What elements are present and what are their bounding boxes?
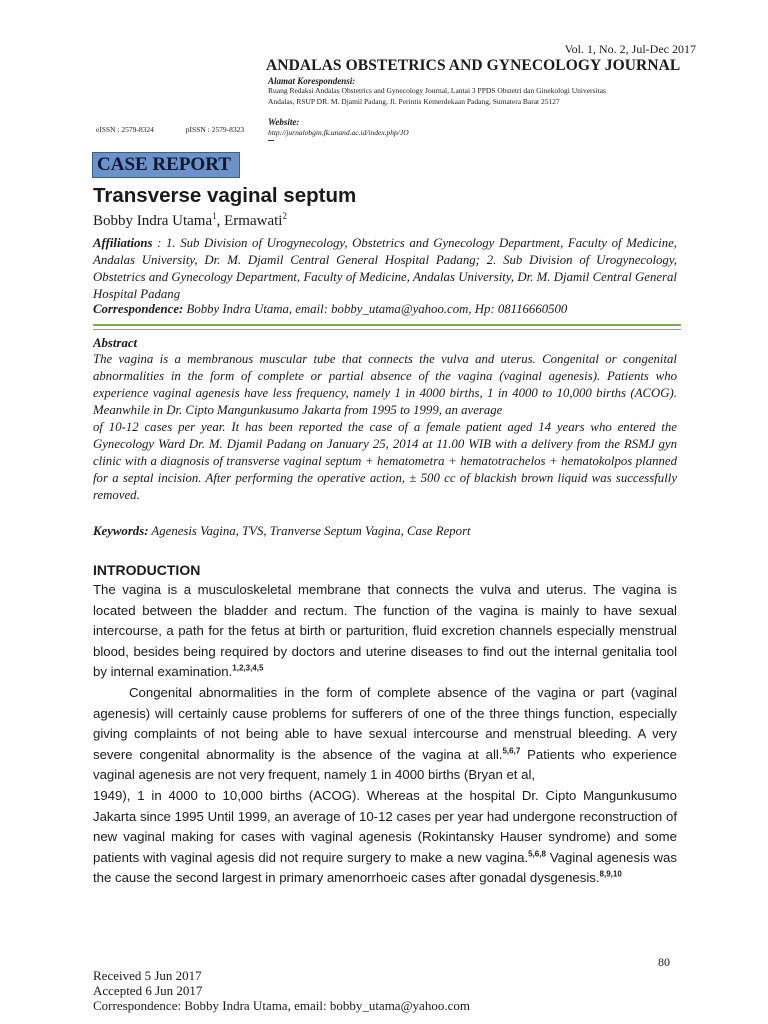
citation-ref: 1,2,3,4,5 <box>232 663 264 673</box>
introduction-heading: INTRODUCTION <box>93 562 201 578</box>
website-underline <box>268 140 274 141</box>
citation-ref: 8,9,10 <box>599 869 622 879</box>
author-separator: , <box>216 213 225 229</box>
body-paragraph <box>93 580 677 683</box>
issn-block <box>96 125 274 134</box>
body-paragraph <box>93 683 677 786</box>
journal-title: ANDALAS OBSTETRICS AND GYNECOLOGY JOURNAL <box>266 57 681 74</box>
footer-correspondence: Correspondence: Bobby Indra Utama, email: bobby_utama@yahoo.com <box>93 998 470 1013</box>
introduction-body <box>93 580 677 889</box>
accepted-date: Accepted 6 Jun 2017 <box>93 983 203 998</box>
keywords <box>93 524 677 539</box>
citation-ref: 5,6,8 <box>528 849 546 859</box>
received-date: Received 5 Jun 2017 <box>93 968 202 983</box>
article-title: Transverse vaginal septum <box>93 184 357 207</box>
paragraph-text: Patients who experience vaginal agenesis are not very frequent, namely 1 in 4000 births (Bryan et al, <box>93 746 677 783</box>
author-affiliation-mark: 1 <box>212 211 217 221</box>
address-label: Alamat Korespondensi: <box>268 76 356 86</box>
abstract-paragraph: The vagina is a membranous muscular tube that connects the vulva and uterus. Congenital or congenital abnormalities in the form of complete or partial absence of the vagina (vaginal agenesis). Patients who experience vaginal agenesis have less frequency, namely 1 in 4000 births, 1 in 4000 to 10,000 births (ACOG). Meanwhile in Dr. Cipto Mangunkusumo Jakarta from 1995 to 1999, an average <box>93 352 677 417</box>
abstract-paragraph: of 10-12 cases per year. It has been reported the case of a female patient aged 14 years who entered the Gynecology Ward Dr. M. Djamil Padang on January 25, 2014 at 11.00 WIB with a delivery from the RSMJ gyn clinic with a diagnosis of transverse vaginal septum + hematometra + hematotrachelos + hematokolpos planned for a septal incision. After performing the operative action, ± 500 cc of blackish brown liquid was successfully removed. <box>93 420 677 502</box>
abstract-body <box>93 351 677 504</box>
correspondence <box>93 302 677 317</box>
correspondence-text: Bobby Indra Utama, email: bobby_utama@yahoo.com, Hp: 08116660500 <box>183 302 568 316</box>
website-label: Website: <box>268 117 300 127</box>
keywords-label: Keywords: <box>93 524 149 538</box>
citation-ref: 5,6,7 <box>502 746 521 756</box>
author-list <box>93 211 287 230</box>
author-name: Ermawati <box>224 213 283 229</box>
volume-info: Vol. 1, No. 2, Jul-Dec 2017 <box>564 42 696 56</box>
affiliations <box>93 235 677 303</box>
page-number: 80 <box>658 955 670 969</box>
affiliations-label: Affiliations <box>93 236 153 250</box>
author-affiliation-mark: 2 <box>282 211 287 221</box>
keywords-text: Agenesis Vagina, TVS, Tranverse Septum Vagina, Case Report <box>148 524 471 538</box>
address-line-2: Andalas, RSUP DR. M. Djamil Padang, Jl. Perintis Kemerdekaan Padang, Sumatera Barat 25127 <box>268 96 560 106</box>
paragraph-text: The vagina is a musculoskeletal membrane that connects the vulva and uterus. The vagina is located between the bladder and rectum. The function of the vagina is mainly to have sexual intercourse, a path for the fetus at birth or parturition, fluid excretion channels especially menstrual blood, besides being required by doctors and uterine diseases to find out the internal genitalia tool by internal examination. <box>93 582 677 680</box>
correspondence-label: Correspondence: <box>93 302 184 316</box>
body-paragraph <box>93 786 677 889</box>
section-label: CASE REPORT <box>97 154 231 175</box>
website-link[interactable]: http://jurnalobgin.fk.unand.ac.id/index.php/JO <box>268 128 409 137</box>
address-line-1: Ruang Redaksi Andalas Obstetrics and Gynecology Journal, Lantai 3 PPDS Obstetri dan Ginekologi Universitas <box>268 86 606 95</box>
author-name: Bobby Indra Utama <box>93 213 213 229</box>
paragraph-text: Congenital abnormalities in the form of complete absence of the vagina or part (vaginal agenesis) will certainly cause problems for sufferers of one of the three things function, especially giving complaints of not being able to have sexual intercourse and menstrual bleeding. A very severe congenital abnormality is the absence of the vagina at all. <box>93 684 677 762</box>
abstract-heading: Abstract <box>93 336 138 350</box>
paragraph-text: Vaginal agenesis was the cause the second largest in primary amenorrhoeic cases after gonadal dysgenesis. <box>93 849 677 886</box>
affiliations-text: : 1. Sub Division of Urogynecology, Obstetrics and Gynecology Department, Faculty of Medicine, Andalas University, Dr. M. Djamil Central General Hospital Padang; 2. Sub Division of Urogynecology, Obstetrics and Gynecology Department, Faculty of Medicine, Andalas University, Dr. M. Djamil Central General Hospital Padang <box>93 236 677 301</box>
divider-thick <box>93 324 681 326</box>
divider-thin <box>93 329 681 330</box>
pissn: pISSN : 2579-8323 <box>185 125 245 134</box>
address-block <box>268 86 698 107</box>
footer-block <box>93 968 470 1013</box>
eissn: eISSN : 2579-8324 <box>96 125 154 134</box>
paragraph-text: 1949), 1 in 4000 to 10,000 births (ACOG). Whereas at the hospital Dr. Cipto Mangunkusumo Jakarta since 1995 Until 1999, an average of 10-12 cases per year had undergone reconstruction of new vaginal making for cases with vaginal agenesis (Rokintansky Hauser syndrome) and some patients with vaginal agesis did not require surgery to make a new vagina. <box>93 787 677 865</box>
